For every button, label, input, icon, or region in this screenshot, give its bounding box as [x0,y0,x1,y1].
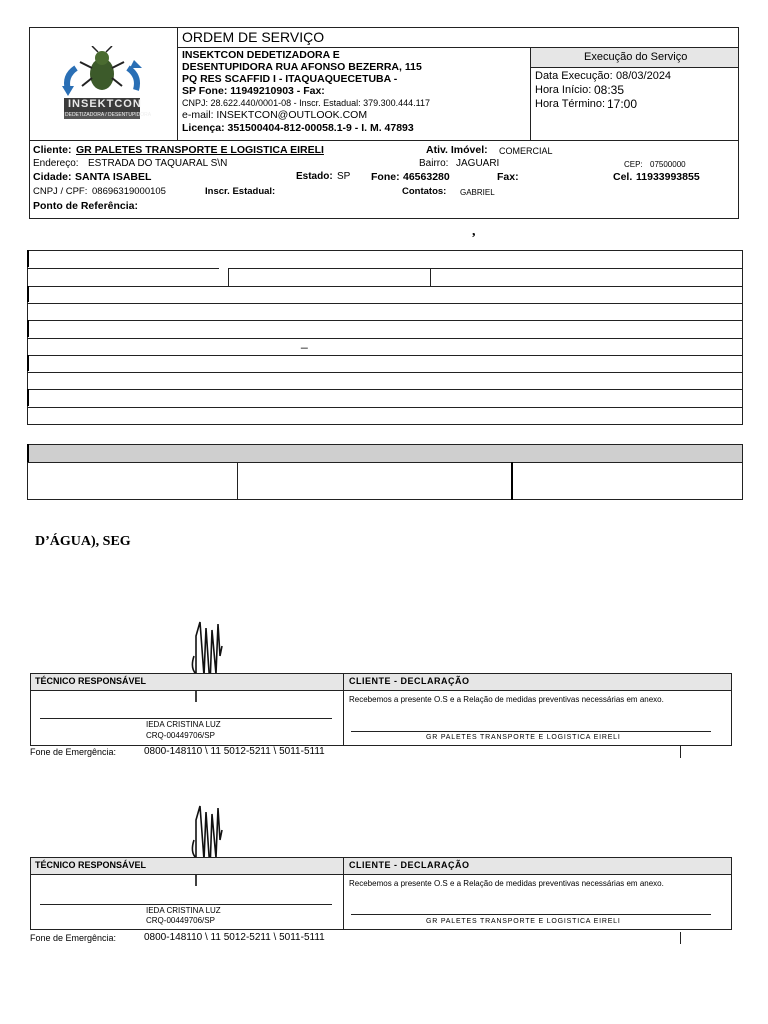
table1-line-f [27,338,743,339]
execution-start-label: Hora Início: [535,84,592,96]
city-label: Cidade: [33,171,72,183]
execution-end-value: 17:00 [607,97,638,111]
company-line-3: PQ RES SCAFFID I - ITAQUAQUECETUBA - [182,73,398,85]
sig1-client-line [351,731,711,732]
table1-line-b [229,268,743,269]
sig2-client-title: CLIENTE - DECLARAÇÃO [349,860,470,870]
sig2-declaration: Recebemos a presente O.S e a Relação de medidas preventivas necessárias em anexo. [349,879,664,888]
cel-value: 11933993855 [636,171,700,183]
cep-value: 07500000 [650,160,686,169]
district-label: Bairro: [419,158,449,169]
company-logo [58,46,152,122]
sig1-declaration: Recebemos a presente O.S e a Relação de medidas preventivas necessárias em anexo. [349,695,664,704]
execution-end-label: Hora Término: [535,98,606,110]
sig1-divider [343,673,344,746]
cel-label: Cel. [613,171,633,183]
company-line-4: SP Fone: 11949210903 - Fax: [182,85,325,97]
fax-label: Fax: [497,171,519,183]
activity-label: Ativ. Imóvel: [426,144,488,156]
sig2-client-line [351,914,711,915]
table1-vline-1 [228,268,229,286]
sig1-tick [680,746,681,758]
cnpj-label: CNPJ / CPF: [33,186,88,197]
sig1-emergency-value: 0800-148110 \ 11 5012-5211 \ 5011-5111 [144,746,325,757]
table1-line-e [27,320,743,321]
execution-date-label: Data Execução: [535,70,613,82]
phone-label: Fone: [371,171,400,183]
execution-title: Execução do Serviço [584,51,688,63]
header-divider-logo [177,27,178,141]
stray-comma: , [472,224,476,239]
table1-left-bar [27,250,29,267]
sig1-tech-title: TÉCNICO RESPONSÁVEL [35,676,147,686]
table2-vline-2 [511,462,513,500]
cnpj-value: 08696319000105 [92,186,166,197]
table2-left-bar [27,444,29,462]
stray-dash: _ [301,335,308,349]
address-value: ESTRADA DO TAQUARAL S\N [88,158,228,169]
sig2-tech-crq: CRQ-00449706/SP [146,916,215,925]
sig2-tech-name: IEDA CRISTINA LUZ [146,906,221,915]
city-value: SANTA ISABEL [75,171,152,183]
company-line-7: Licença: 351500404-812-00058.1-9 - I. M. 47893 [182,122,414,134]
sig2-tech-line [40,904,332,905]
address-label: Endereço: [33,158,79,169]
table2-header-bar [28,445,742,463]
company-line-6: e-mail: INSEKTCON@OUTLOOK.COM [182,109,368,121]
table1-line-a [27,268,219,269]
company-line-2: DESENTUPIDORA RUA AFONSO BEZERRA, 115 [182,61,422,73]
sig1-client-title: CLIENTE - DECLARAÇÃO [349,676,470,686]
phone-value: 46563280 [403,171,450,183]
sig2-divider [343,857,344,930]
sig2-tech-title: TÉCNICO RESPONSÁVEL [35,860,147,870]
sig1-tech-name: IEDA CRISTINA LUZ [146,720,221,729]
sig1-tech-crq: CRQ-00449706/SP [146,731,215,740]
table1-line-j [27,407,743,408]
execution-date-value: 08/03/2024 [616,70,672,82]
contacts-value: GABRIEL [460,188,495,197]
bug-logo-icon [58,46,146,122]
client-label: Cliente: [33,144,72,156]
activity-value: COMERCIAL [499,146,553,156]
table1-left-bar-4 [27,355,29,371]
table1-left-bar-3 [27,320,29,337]
table1-line-d [27,303,743,304]
company-line-1: INSEKTCON DEDETIZADORA E [182,49,340,61]
reference-label: Ponto de Referência: [33,200,139,212]
text-fragment: D’ÁGUA), SEG [35,534,131,549]
sig2-client-name: GR PALETES TRANSPORTE E LOGISTICA EIRELI [426,918,621,925]
table1-vline-2 [430,268,431,286]
sig1-emergency-label: Fone de Emergência: [30,747,117,757]
table1-line-g [27,355,743,356]
company-line-5: CNPJ: 28.622.440/0001-08 - Inscr. Estadual: 379.300.444.117 [182,98,431,108]
sig2-emergency-value: 0800-148110 \ 11 5012-5211 \ 5011-5111 [144,932,325,943]
contacts-label: Contatos: [402,186,447,197]
logo-subtext: DEDETIZADORA / DESENTUPIDORA [65,112,152,118]
table1-line-i [27,389,743,390]
logo-text: INSEKTCON [68,98,142,110]
sig2-emergency-label: Fone de Emergência: [30,933,117,943]
sig1-client-name: GR PALETES TRANSPORTE E LOGISTICA EIRELI [426,734,621,741]
district-value: JAGUARI [456,158,500,169]
page-title: ORDEM DE SERVIÇO [182,29,325,45]
table1-line-h [27,372,743,373]
table1-left-bar-2 [27,286,29,302]
client-value: GR PALETES TRANSPORTE E LOGISTICA EIRELI [76,144,324,156]
ie-label: Inscr. Estadual: [205,186,276,197]
sig1-tech-line [40,718,332,719]
execution-start-value: 08:35 [594,83,625,97]
table1-line-c [27,286,743,287]
state-label: Estado: [296,171,333,182]
state-value: SP [337,171,351,182]
table2-vline-1 [237,462,238,500]
sig2-tick [680,932,681,944]
table1-left-bar-5 [27,389,29,406]
cep-label: CEP: [624,160,643,169]
